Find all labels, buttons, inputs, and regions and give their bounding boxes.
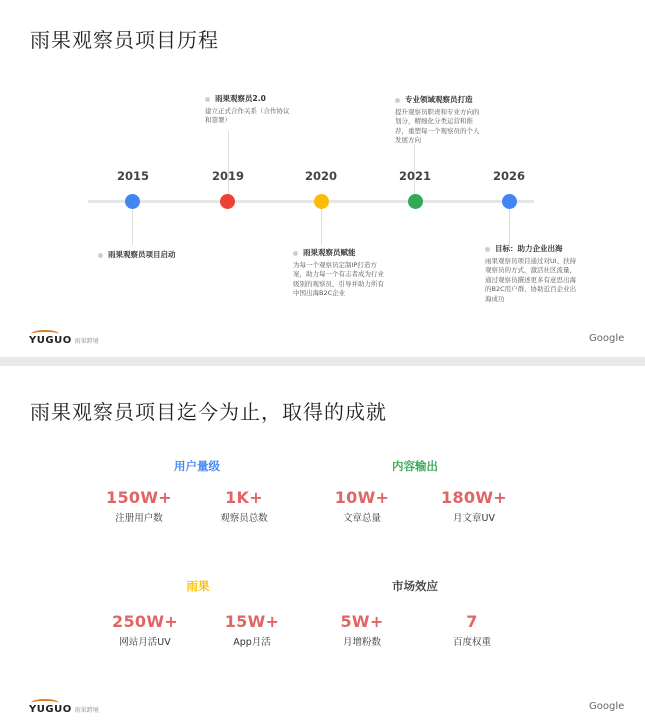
logo-mark: YUGUO bbox=[29, 335, 72, 346]
milestone-body: 为每一个观察员定制IP打造方案，助力每一个有志者成为行业级别的观察员，引导并助力所有中国出海B2C企业 bbox=[293, 260, 384, 298]
connector-line bbox=[228, 131, 229, 194]
stat-label: App月活 bbox=[233, 637, 271, 648]
stat-label: 月增粉数 bbox=[342, 637, 381, 648]
slide-achievements bbox=[0, 366, 645, 726]
logo-subtitle: 雨果跨境 bbox=[74, 338, 99, 345]
stat-value: 15W+ bbox=[224, 612, 280, 631]
stat-label: 观察员总数 bbox=[220, 513, 268, 524]
connector-line bbox=[132, 209, 133, 245]
category-label: 内容输出 bbox=[392, 459, 438, 473]
milestone-note bbox=[98, 250, 248, 263]
milestone-body: 提升观察员职责和专业方向的划分，精细化分类运营和推荐，重塑每一个观察员的个人发展方向 bbox=[395, 107, 480, 145]
milestone-body: 雨果观察员项目通过对UI、扶持观察员的方式，激活社区流量，通过观察员撰述更多有意思出海的B2C用户群，协助近百企业出海成功 bbox=[485, 256, 577, 303]
logo-subtitle: 雨果跨境 bbox=[74, 707, 99, 714]
connector-line bbox=[321, 209, 322, 245]
page-title: 雨果观察员项目历程 bbox=[30, 28, 219, 52]
year-label: 2015 bbox=[116, 169, 149, 183]
stat-value: 10W+ bbox=[334, 488, 390, 507]
stat-item bbox=[189, 488, 299, 524]
timeline-line bbox=[88, 200, 534, 203]
milestone-note bbox=[395, 95, 483, 146]
stat-label: 文章总量 bbox=[342, 513, 381, 524]
connector-line bbox=[509, 209, 510, 245]
yuguo-logo bbox=[29, 704, 99, 715]
category-label: 用户量级 bbox=[174, 459, 220, 473]
stat-item bbox=[307, 488, 417, 524]
yuguo-logo bbox=[29, 335, 99, 346]
google-logo: Google bbox=[589, 333, 625, 344]
stat-value: 7 bbox=[466, 612, 478, 631]
stat-item bbox=[307, 612, 417, 648]
timeline-dot bbox=[220, 194, 235, 209]
stat-label: 月文章UV bbox=[453, 513, 495, 524]
milestone-title: 专业领域观察员打造 bbox=[395, 95, 483, 106]
category-label: 雨果 bbox=[186, 579, 210, 593]
stat-item bbox=[419, 488, 529, 524]
stat-item bbox=[90, 612, 200, 648]
logo-mark: YUGUO bbox=[29, 704, 72, 715]
slide-timeline bbox=[0, 0, 645, 357]
milestone-title: 雨果观察员2.0 bbox=[205, 94, 295, 105]
milestone-body: 建立正式合作关系（合作协议和签署） bbox=[205, 106, 290, 125]
timeline-dot bbox=[125, 194, 140, 209]
google-logo: Google bbox=[589, 701, 625, 712]
stat-item bbox=[84, 488, 194, 524]
stat-label: 百度权重 bbox=[452, 637, 491, 648]
milestone-title: 雨果观察员赋能 bbox=[293, 248, 385, 259]
stat-value: 250W+ bbox=[112, 612, 178, 631]
page-title: 雨果观察员项目迄今为止，取得的成就 bbox=[30, 400, 387, 424]
milestone-note bbox=[205, 94, 295, 126]
stat-label: 注册用户数 bbox=[115, 513, 163, 524]
stat-value: 1K+ bbox=[225, 488, 263, 507]
stat-label: 网站月活UV bbox=[119, 637, 171, 648]
stat-value: 150W+ bbox=[106, 488, 172, 507]
year-label: 2019 bbox=[211, 169, 244, 183]
year-label: 2026 bbox=[492, 169, 525, 183]
stat-value: 5W+ bbox=[340, 612, 384, 631]
year-label: 2020 bbox=[304, 169, 337, 183]
milestone-title: 目标：助力企业出海 bbox=[485, 244, 577, 255]
milestone-title: 雨果观察员项目启动 bbox=[98, 250, 248, 261]
milestone-note bbox=[485, 244, 577, 304]
category-label: 市场效应 bbox=[392, 579, 438, 593]
timeline-dot bbox=[314, 194, 329, 209]
stat-value: 180W+ bbox=[441, 488, 507, 507]
stat-item bbox=[197, 612, 307, 648]
timeline-dot bbox=[408, 194, 423, 209]
year-label: 2021 bbox=[398, 169, 431, 183]
stat-item bbox=[417, 612, 527, 648]
milestone-note bbox=[293, 248, 385, 299]
timeline-dot bbox=[502, 194, 517, 209]
